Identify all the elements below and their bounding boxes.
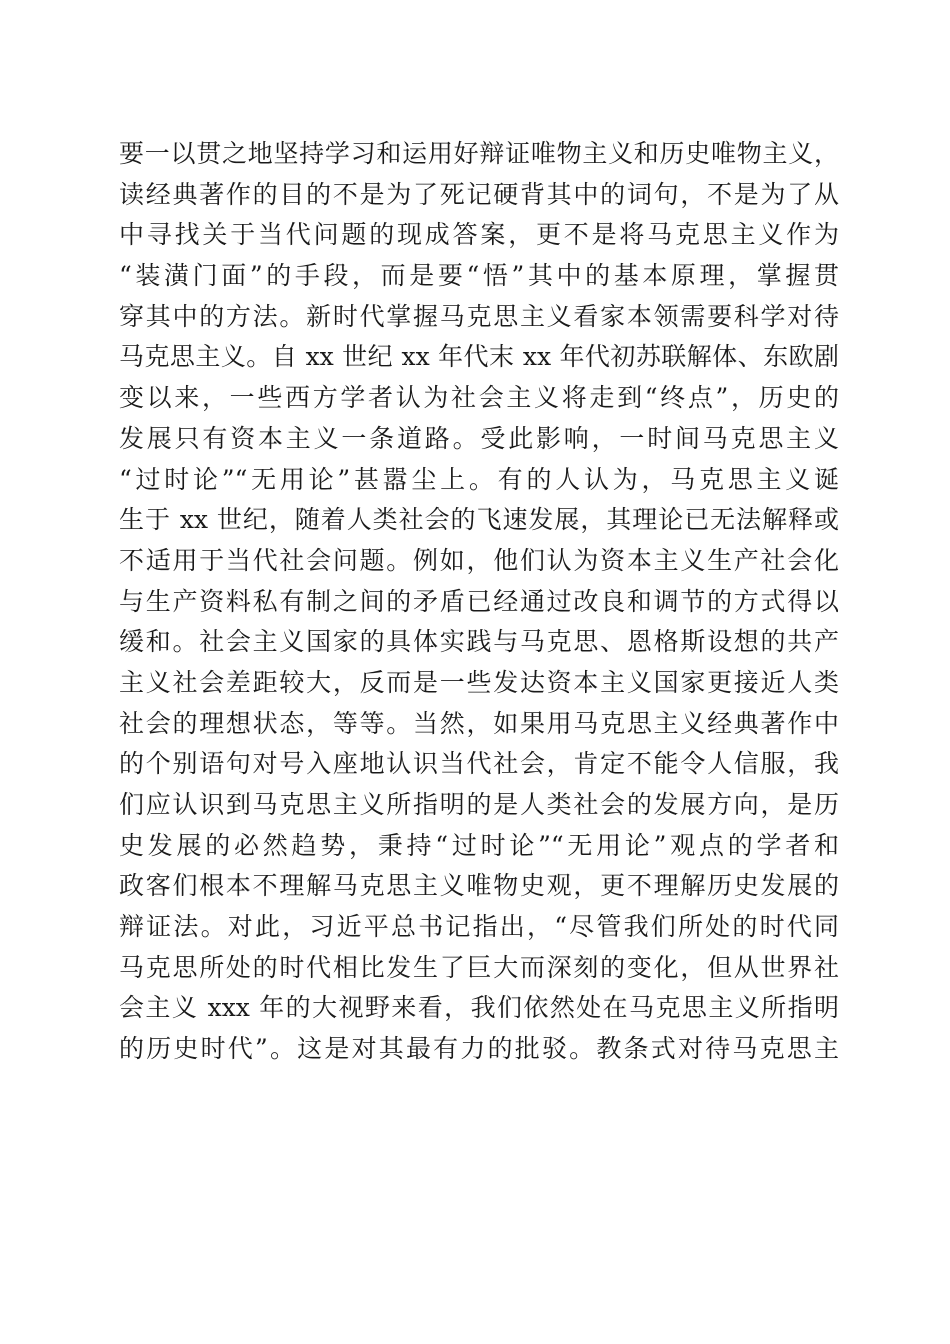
text-line: 辩证法。对此，习近平总书记指出，“尽管我们所处的时代同 (119, 912, 839, 942)
text-line: 马克思主义。自 xx 世纪 xx 年代末 xx 年代初苏联解体、东欧剧 (119, 342, 839, 372)
text-line: 发展只有资本主义一条道路。受此影响，一时间马克思主义 (119, 423, 839, 453)
text-line: 政客们根本不理解马克思主义唯物史观，更不理解历史发展的 (119, 871, 839, 901)
text-line: 主义社会差距较大，反而是一些发达资本主义国家更接近人类 (119, 667, 839, 697)
body-paragraph (119, 134, 839, 1070)
text-line: 读经典著作的目的不是为了死记硬背其中的词句，不是为了从 (119, 179, 839, 209)
text-line: 缓和。社会主义国家的具体实践与马克思、恩格斯设想的共产 (119, 627, 839, 657)
text-line: 们应认识到马克思主义所指明的是人类社会的发展方向，是历 (119, 790, 839, 819)
text-line: 要一以贯之地坚持学习和运用好辩证唯物主义和历史唯物主义， (119, 139, 839, 168)
text-line: 穿其中的方法。新时代掌握马克思主义看家本领需要科学对待 (119, 301, 839, 331)
text-line: 马克思所处的时代相比发生了巨大而深刻的变化，但从世界社 (119, 952, 839, 982)
text-line: 史发展的必然趋势，秉持“过时论”“无用论”观点的学者和 (119, 830, 839, 860)
text-line: “过时论”“无用论”甚嚣尘上。有的人认为，马克思主义诞 (119, 464, 839, 494)
text-line: 会主义 xxx 年的大视野来看，我们依然处在马克思主义所指明 (119, 993, 839, 1023)
text-line: “装潢门面”的手段，而是要“悟”其中的基本原理，掌握贯 (119, 261, 839, 291)
text-line: 的个别语句对号入座地认识当代社会，肯定不能令人信服，我 (119, 749, 839, 779)
text-line: 变以来，一些西方学者认为社会主义将走到“终点”，历史的 (119, 383, 839, 413)
text-line: 与生产资料私有制之间的矛盾已经通过改良和调节的方式得以 (119, 586, 839, 616)
text-line: 的历史时代”。这是对其最有力的批驳。教条式对待马克思主 (119, 1034, 839, 1064)
text-line: 社会的理想状态，等等。当然，如果用马克思主义经典著作中 (119, 708, 839, 738)
text-line: 不适用于当代社会问题。例如，他们认为资本主义生产社会化 (119, 545, 839, 575)
text-line: 中寻找关于当代问题的现成答案，更不是将马克思主义作为 (119, 220, 839, 250)
text-line: 生于 xx 世纪，随着人类社会的飞速发展，其理论已无法解释或 (119, 505, 839, 535)
